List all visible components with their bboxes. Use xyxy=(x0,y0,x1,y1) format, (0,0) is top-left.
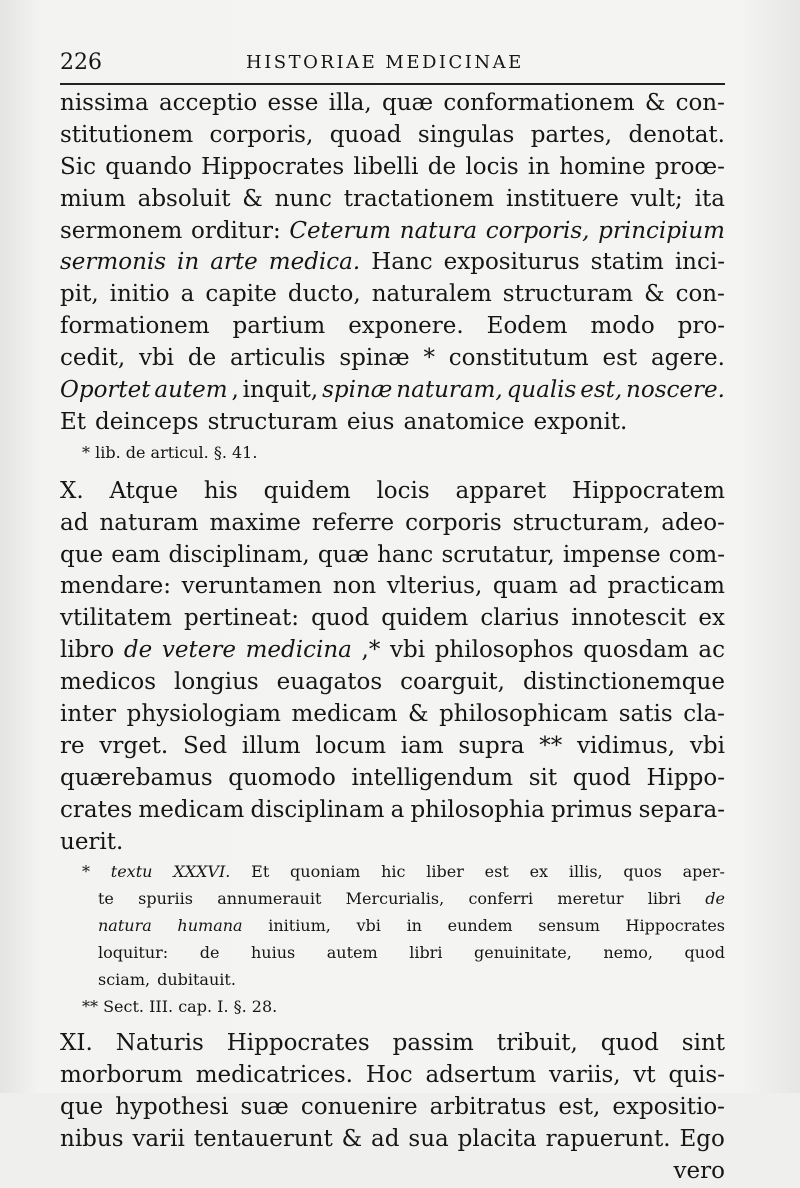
text-line: uerit. xyxy=(60,828,124,855)
text-line: te spuriis annumerauit Mercurialis, conferri meretur libri de xyxy=(98,889,725,909)
text-line: que hypothesi suæ conuenire arbitratus est, expositio- xyxy=(60,1094,725,1121)
text-line: libro de vetere medicina ,* vbi philosophos quosdam ac xyxy=(60,637,725,664)
text-line: Sic quando Hippocrates libelli de locis in homine proœ- xyxy=(60,153,725,180)
text-line: vtilitatem pertineat: quod quidem clarius innotescit ex xyxy=(60,605,725,632)
text-line: morborum medicatrices. Hoc adsertum variis, vt quis- xyxy=(60,1062,725,1089)
catchword: vero xyxy=(673,1158,725,1185)
paragraph-2 xyxy=(60,476,725,859)
text-line: loquitur: de huius autem libri genuinitate, nemo, quod xyxy=(98,943,725,963)
text-line: mendare: veruntamen non vlterius, quam ad practicam xyxy=(60,573,725,600)
text-line: * textu XXXVI. Et quoniam hic liber est ex illis, quos aper- xyxy=(82,862,725,882)
text-line: nissima acceptio esse illa, quæ conformationem & con- xyxy=(60,90,725,116)
paragraph-3 xyxy=(60,1028,725,1156)
text-line: Oportet autem , inquit, spinæ naturam, qualis est, noscere. xyxy=(60,377,725,404)
text-line: formationem partium exponere. Eodem modo pro- xyxy=(60,313,725,340)
text-line: que eam disciplinam, quæ hanc scrutatur, impense com- xyxy=(60,541,725,568)
text-line: sermonem orditur: Ceterum natura corporis, principium xyxy=(60,217,725,244)
text-line: sciam, dubitauit. xyxy=(98,970,236,990)
text-line: mium absoluit & nunc tractationem instituere vult; ita xyxy=(60,185,725,212)
text-line: medicos longius euagatos coarguit, distinctionemque xyxy=(60,669,725,696)
text-line: cedit, vbi de articulis spinæ * constitutum est agere. xyxy=(60,345,725,372)
text-line: Et deinceps structuram eius anatomice exponit. xyxy=(60,408,628,435)
footnote-1: * lib. de articul. §. 41. xyxy=(82,442,258,462)
header-rule xyxy=(60,83,725,85)
running-head: HISTORIAE MEDICINAE xyxy=(246,52,524,73)
text-line: XI. Naturis Hippocrates passim tribuit, quod sint xyxy=(60,1030,725,1057)
paragraph-1 xyxy=(60,88,725,439)
text-line: X. Atque his quidem locis apparet Hippocratem xyxy=(60,477,725,504)
page-number: 226 xyxy=(60,50,102,75)
text-line: ad naturam maxime referre corporis structuram, adeo- xyxy=(60,509,725,536)
text-line: quærebamus quomodo intelligendum sit quod Hippo- xyxy=(60,764,725,791)
footnote-3: ** Sect. III. cap. I. §. 28. xyxy=(82,997,278,1017)
footnote-2 xyxy=(60,858,725,993)
text-line: stitutionem corporis, quoad singulas partes, denotat. xyxy=(60,121,725,148)
text-line: sermonis in arte medica. Hanc expositurus statim inci- xyxy=(60,249,725,276)
text-line: natura humana initium, vbi in eundem sensum Hippocrates xyxy=(98,916,725,936)
text-line: nibus varii tentauerunt & ad sua placita rapuerunt. Ego xyxy=(60,1126,725,1153)
text-line: pit, initio a capite ducto, naturalem structuram & con- xyxy=(60,281,725,308)
page-body xyxy=(60,88,725,1188)
text-line: crates medicam disciplinam a philosophia primus separa- xyxy=(60,796,725,823)
text-line: inter physiologiam medicam & philosophicam satis cla- xyxy=(60,701,725,728)
page-header xyxy=(60,50,725,76)
text-line: re vrget. Sed illum locum iam supra ** vidimus, vbi xyxy=(60,732,725,759)
